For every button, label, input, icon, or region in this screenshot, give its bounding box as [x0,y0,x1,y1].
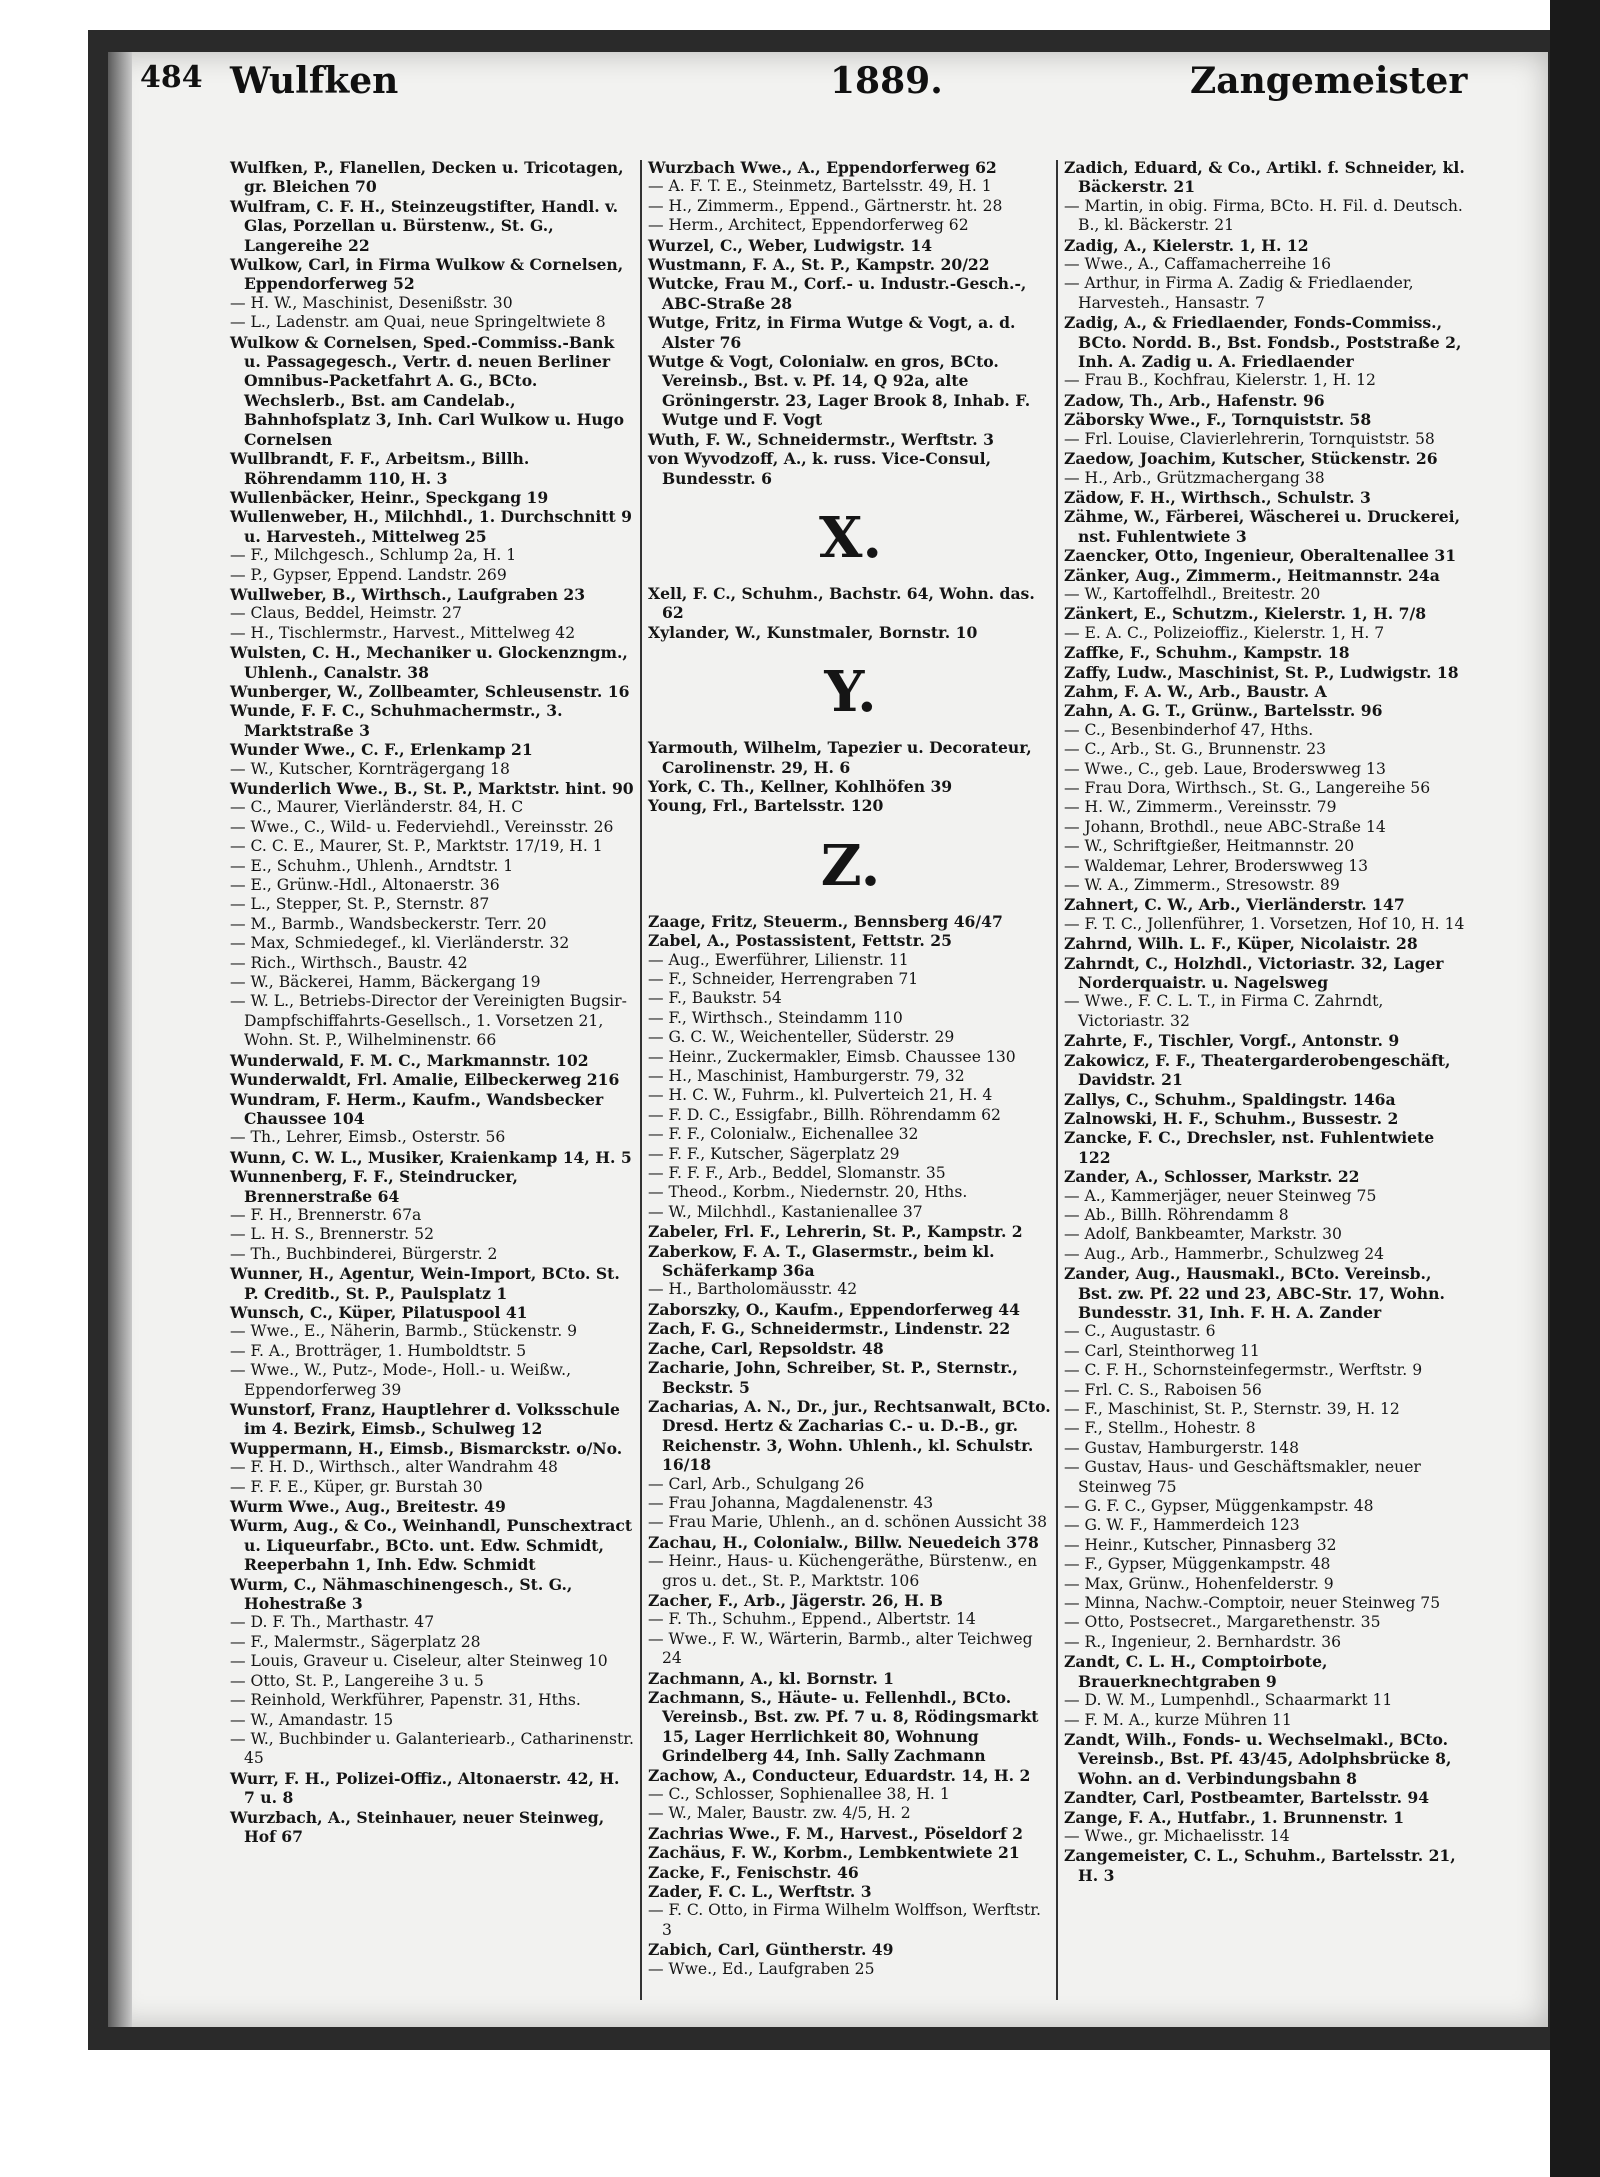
directory-entry: — Carl, Arb., Schulgang 26 [648,1474,865,1493]
directory-entry: Wulfram, C. F. H., Steinzeugstifter, Handl. v. Glas, Porzellan u. Bürstenw., St. G., Langereihe 22 [230,196,619,255]
directory-entry: — G. F. C., Gypser, Müggenkampstr. 48 [1064,1497,1374,1516]
directory-entry: — Max, Grünw., Hohenfelderstr. 9 [1064,1574,1334,1593]
directory-entry: — Louis, Graveur u. Ciseleur, alter Steinweg 10 [230,1652,608,1671]
directory-entry: — W., Schriftgießer, Heitmannstr. 20 [1064,837,1355,856]
directory-entry: — C., Maurer, Vierländerstr. 84, H. C [230,798,524,817]
directory-entry: Young, Frl., Bartelsstr. 120 [648,796,884,816]
directory-entry: Wutge, Fritz, in Firma Wutge & Vogt, a. d. Alster 76 [648,313,1016,352]
directory-entry: — F., Milchgesch., Schlump 2a, H. 1 [230,546,517,565]
directory-entry: Zacher, F., Arb., Jägerstr. 26, H. B [648,1590,943,1610]
directory-entry: Zahrnd, Wilh. L. F., Küper, Nicolaistr. 28 [1064,934,1418,954]
directory-entry: Wurr, F. H., Polizei-Offiz., Altonaerstr. 42, H. 7 u. 8 [230,1768,620,1808]
directory-entry: — Frau Johanna, Magdalenenstr. 43 [648,1493,934,1512]
directory-entry: — Gustav, Hamburgerstr. 148 [1064,1438,1300,1457]
directory-entry: York, C. Th., Kellner, Kohlhöfen 39 [648,776,953,796]
directory-entry: — F., Gypser, Müggenkampstr. 48 [1064,1555,1331,1574]
section-letter-x: X. [819,504,882,571]
directory-entry: — Max, Schmiedegef., kl. Vierländerstr. 32 [230,934,570,953]
directory-entry: Wunn, C. W. L., Musiker, Kraienkamp 14, H. 5 [230,1147,632,1167]
directory-entry: — H. W., Zimmerm., Vereinsstr. 79 [1064,798,1337,817]
directory-entry: — Wwe., C., geb. Laue, Broderswweg 13 [1064,759,1386,778]
directory-entry: Wunberger, W., Zollbeamter, Schleusenstr. 16 [230,681,630,701]
directory-entry: — Herm., Architect, Eppendorferweg 62 [648,216,969,235]
directory-entry: — Wwe., F. W., Wärterin, Barmb., alter Teichweg 24 [648,1629,1033,1668]
directory-entry: — Ab., Billh. Röhrendamm 8 [1064,1205,1289,1224]
directory-entry: Wulkow & Cornelsen, Sped.-Commiss.-Bank u. Passagegesch., Vertr. d. neuen Berliner Omnibus-Packetfahrt A. G., BCto. Wechslerb., Bst. am Candelab., Bahnhofsplatz 3, Inh. Carl Wulkow u. Hugo Cornelsen [230,332,624,449]
directory-entry: Zacharias, A. N., Dr., jur., Rechtsanwalt, BCto. Dresd. Hertz & Zacharias C.- u. D.-B., gr. Reichenstr. 3, Wohn. Uhlenh., kl. Schulstr. 16/18 [648,1396,1051,1475]
directory-entry: Wunstorf, Franz, Hauptlehrer d. Volksschule im 4. Bezirk, Eimsb., Schulweg 12 [230,1400,620,1439]
directory-entry: — Martin, in obig. Firma, BCto. H. Fil. d. Deutsch. B., kl. Bäckerstr. 21 [1064,196,1463,235]
column-rule [1056,160,1058,2000]
directory-entry: — F. H. D., Wirthsch., alter Wandrahm 48 [230,1458,558,1477]
left-column [230,158,635,1846]
directory-entry: — Frl. C. S., Raboisen 56 [1064,1380,1262,1399]
directory-entry: Wullbrandt, F. F., Arbeitsm., Billh. Röhrendamm 110, H. 3 [230,449,530,488]
directory-entry: Zäborsky Wwe., F., Tornquiststr. 58 [1064,410,1372,430]
directory-entry: — Wwe., W., Putz-, Mode-, Holl.- u. Weißw., Eppendorferweg 39 [230,1361,572,1399]
directory-entry: Zaborszky, O., Kaufm., Eppendorferweg 44 [648,1299,1021,1319]
right-column [1064,158,1469,1885]
header-right-keyword: Zangemeister [1190,60,1468,102]
directory-entry: Zadig, A., Kielerstr. 1, H. 12 [1064,235,1309,255]
directory-entry: Zander, A., Schlosser, Markstr. 22 [1064,1167,1360,1187]
directory-entry: — C. C. E., Maurer, St. P., Marktstr. 17/19, H. 1 [230,837,603,856]
directory-entry: — G. W. F., Hammerdeich 123 [1064,1516,1300,1535]
directory-entry: — Wwe., Ed., Laufgraben 25 [648,1959,875,1978]
directory-entry: — W., Kutscher, Kornträgergang 18 [230,759,510,778]
directory-entry: Zaffke, F., Schuhm., Kampstr. 18 [1064,643,1350,663]
directory-entry: — A. F. T. E., Steinmetz, Bartelsstr. 49, H. 1 [648,177,992,196]
directory-entry: — H., Zimmerm., Eppend., Gärtnerstr. ht. 28 [648,196,1003,215]
directory-entry: Wulfken, P., Flanellen, Decken u. Tricotagen, gr. Bleichen 70 [230,158,624,197]
header-left-keyword: Wulfken [230,60,399,102]
directory-entry: Wurm Wwe., Aug., Breitestr. 49 [230,1497,506,1517]
directory-entry: — F., Baukstr. 54 [648,989,782,1008]
directory-entry: Zachau, H., Colonialw., Billw. Neuedeich 378 [648,1532,1039,1552]
directory-entry: — W., Milchhdl., Kastanienallee 37 [648,1202,923,1221]
directory-entry: — F. C. Otto, in Firma Wilhelm Wolffson, Werftstr. 3 [648,1901,1041,1939]
directory-entry: Zancke, F. C., Drechsler, nst. Fuhlentwiete 122 [1064,1128,1435,1167]
directory-entry: — Adolf, Bankbeamter, Markstr. 30 [1064,1225,1342,1244]
directory-entry: — F. D. C., Essigfabr., Billh. Röhrendamm 62 [648,1105,1001,1124]
directory-entry: — F. H., Brennerstr. 67a [230,1205,422,1224]
directory-entry: Zander, Aug., Hausmakl., BCto. Vereinsb., Bst. zw. Pf. 22 und 23, ABC-Str. 17, Wohn. Bundesstr. 31, Inh. F. H. A. Zander [1064,1264,1445,1322]
directory-entry: — Waldemar, Lehrer, Broderswweg 13 [1064,856,1369,875]
directory-entry: — F. M. A., kurze Mühren 11 [1064,1710,1292,1729]
directory-entry: Zachrias Wwe., F. M., Harvest., Pöseldorf 2 [648,1823,1023,1843]
directory-entry: — F., Malermstr., Sägerplatz 28 [230,1632,481,1651]
page-gutter [108,52,132,2027]
directory-entry: — Aug., Arb., Hammerbr., Schulzweg 24 [1064,1244,1385,1263]
directory-entry: Wuth, F. W., Schneidermstr., Werftstr. 3 [648,429,994,449]
directory-entry: — Frl. Louise, Clavierlehrerin, Tornquiststr. 58 [1064,429,1435,448]
directory-entry: Zadow, Th., Arb., Hafenstr. 96 [1064,390,1325,410]
directory-entry: — H., Maschinist, Hamburgerstr. 79, 32 [648,1067,965,1085]
directory-entry: Zandt, Wilh., Fonds- u. Wechselmakl., BCto. Vereinsb., Bst. Pf. 43/45, Adolphsbrücke 8, Wohn. an d. Verbindungsbahn 8 [1064,1729,1452,1788]
directory-entry: — W., Buchbinder u. Galanteriearb., Catharinenstr. 45 [230,1729,634,1768]
directory-entry: — Arthur, in Firma A. Zadig & Friedlaender, Harvesteh., Hansastr. 7 [1064,274,1414,312]
directory-entry: Xell, F. C., Schuhm., Bachstr. 64, Wohn. das. 62 [648,583,1035,623]
directory-entry: Zabeler, Frl. F., Lehrerin, St. P., Kampstr. 2 [648,1222,1023,1242]
directory-entry: Zahn, A. G. T., Grünw., Bartelsstr. 96 [1064,701,1383,721]
directory-entry: — Otto, Postsecret., Margarethenstr. 35 [1064,1613,1381,1632]
directory-entry: — Reinhold, Werkführer, Papenstr. 31, Hths. [230,1691,581,1710]
directory-entry: Zandt, C. L. H., Comptoirbote, Brauerknechtgraben 9 [1064,1652,1328,1691]
directory-entry: Zachow, A., Conducteur, Eduardstr. 14, H. 2 [648,1765,1031,1785]
directory-entry: Wunderwald, F. M. C., Markmannstr. 102 [230,1050,589,1070]
directory-entry: — Frau Marie, Uhlenh., an d. schönen Aussicht 38 [648,1513,1048,1532]
directory-entry: Zahm, F. A. W., Arb., Baustr. A [1064,681,1327,701]
directory-entry: Zänkert, E., Schutzm., Kielerstr. 1, H. 7/8 [1064,604,1427,624]
w-entries [648,158,1053,488]
directory-entry: Zänker, Aug., Zimmerm., Heitmannstr. 24a [1064,565,1440,585]
directory-entry: Wunder Wwe., C. F., Erlenkamp 21 [230,740,533,760]
directory-entry: Zahrte, F., Tischler, Vorgf., Antonstr. 9 [1064,1031,1400,1051]
y-entries [648,738,1053,816]
directory-entry: — Carl, Steinthorweg 11 [1064,1341,1260,1360]
directory-entry: Zader, F. C. L., Werftstr. 3 [648,1882,872,1902]
directory-entry: — F., Wirthsch., Steindamm 110 [648,1008,903,1027]
directory-entry: — Rich., Wirthsch., Baustr. 42 [230,953,468,972]
scan-edge [1550,0,1600,2177]
directory-entry: — Heinr., Kutscher, Pinnasberg 32 [1064,1535,1337,1554]
directory-entry: — G. C. W., Weichenteller, Süderstr. 29 [648,1028,955,1047]
directory-entry: Zakowicz, F. F., Theatergarderobengeschäft, Davidstr. 21 [1064,1050,1451,1090]
directory-entry: — L., Stepper, St. P., Sternstr. 87 [230,895,490,914]
directory-entry: Wurm, Aug., & Co., Weinhandl, Punschextract u. Liqueurfabr., BCto. unt. Edw. Schmidt, Reeperbahn 1, Inh. Edw. Schmidt [230,1516,633,1575]
directory-entry: — H. W., Maschinist, Desenißstr. 30 [230,293,513,312]
directory-entry: — F., Maschinist, St. P., Sternstr. 39, H. 12 [1064,1400,1400,1418]
directory-entry: — W. L., Betriebs-Director der Vereinigten Bugsir-Dampfschiffahrts-Gesellsch., 1. Vorsetzen 21, Wohn. St. P., Wilhelminenstr. 66 [230,992,627,1050]
directory-entry: — F. A., Brotträger, 1. Humboldtstr. 5 [230,1341,527,1360]
directory-entry: — Heinr., Zuckermakler, Eimsb. Chaussee 130 [648,1047,1016,1066]
directory-entry: — C., Arb., St. G., Brunnenstr. 23 [1064,740,1327,759]
directory-entry: Zachmann, A., kl. Bornstr. 1 [648,1668,895,1688]
directory-entry: Zangemeister, C. L., Schuhm., Bartelsstr. 21, H. 3 [1064,1846,1456,1885]
x-entries [648,584,1053,642]
directory-entry: Wuppermann, H., Eimsb., Bismarckstr. o/No. [230,1438,623,1458]
directory-entry: Zange, F. A., Hutfabr., 1. Brunnenstr. 1 [1064,1807,1405,1827]
directory-entry: Wurm, C., Nähmaschinengesch., St. G., Hohestraße 3 [230,1574,573,1614]
directory-entry: — D. W. M., Lumpenhdl., Schaarmarkt 11 [1064,1691,1393,1710]
directory-entry: — F. F. E., Küper, gr. Burstah 30 [230,1477,483,1496]
directory-entry: — W. A., Zimmerm., Stresowstr. 89 [1064,876,1340,895]
directory-entry: — Frau B., Kochfrau, Kielerstr. 1, H. 12 [1064,371,1376,390]
directory-entry: — E., Schuhm., Uhlenh., Arndtstr. 1 [230,856,514,875]
directory-entry: Wundram, F. Herm., Kaufm., Wandsbecker Chaussee 104 [230,1089,604,1128]
directory-entry: — W., Bäckerei, Hamm, Bäckergang 19 [230,973,541,992]
directory-entry: — Wwe., A., Caffamacherreihe 16 [1064,255,1332,274]
directory-entry: von Wyvodzoff, A., k. russ. Vice-Consul, Bundesstr. 6 [648,449,992,488]
directory-entry: — A., Kammerjäger, neuer Steinweg 75 [1064,1186,1377,1205]
directory-entry: — F. T. C., Jollenführer, 1. Vorsetzen, Hof 10, H. 14 [1064,914,1465,933]
directory-entry: Zähme, W., Färberei, Wäscherei u. Druckerei, nst. Fuhlentwiete 3 [1064,507,1461,546]
directory-entry: Wutcke, Frau M., Corf.- u. Industr.-Gesch.-, ABC-Straße 28 [648,274,1027,313]
directory-entry: — H., Tischlermstr., Harvest., Mittelweg 42 [230,623,576,642]
directory-entry: Zaencker, Otto, Ingenieur, Oberaltenallee 31 [1064,546,1457,566]
directory-entry: Zallys, C., Schuhm., Spaldingstr. 146a [1064,1089,1396,1109]
directory-entry: Zachmann, S., Häute- u. Fellenhdl., BCto. Vereinsb., Bst. zw. Pf. 7 u. 8, Rödingsmarkt 15, Lager Herrlichkeit 80, Wohnung Grindelberg 44, Inh. Sally Zachmann [648,1688,1039,1766]
directory-entry: Zacke, F., Fenischstr. 46 [648,1862,859,1882]
directory-entry: Zalnowski, H. F., Schuhm., Bussestr. 2 [1064,1108,1399,1128]
directory-entry: — Theod., Korbm., Niedernstr. 20, Hths. [648,1183,968,1202]
directory-entry: — L., Ladenstr. am Quai, neue Springeltwiete 8 [230,313,606,332]
directory-entry: — C. F. H., Schornsteinfegermstr., Werftstr. 9 [1064,1361,1423,1380]
directory-entry: Zandter, Carl, Postbeamter, Bartelsstr. 94 [1064,1788,1430,1808]
directory-entry: Zadich, Eduard, & Co., Artikl. f. Schneider, kl. Bäckerstr. 21 [1064,158,1465,197]
section-letter-z: Z. [820,832,881,899]
directory-entry: Zachäus, F. W., Korbm., Lembkentwiete 21 [648,1843,1020,1863]
directory-entry: Wullenbäcker, Heinr., Speckgang 19 [230,487,549,507]
directory-entry: — Otto, St. P., Langereihe 3 u. 5 [230,1671,484,1690]
directory-entry: Zaffy, Ludw., Maschinist, St. P., Ludwigstr. 18 [1064,662,1459,682]
directory-entry: — Wwe., E., Näherin, Barmb., Stückenstr. 9 [230,1322,578,1341]
directory-entry: — Gustav, Haus- und Geschäftsmakler, neuer Steinweg 75 [1064,1458,1421,1496]
directory-entry: Yarmouth, Wilhelm, Tapezier u. Decorateur, Carolinenstr. 29, H. 6 [648,738,1032,777]
directory-entry: — Wwe., C., Wild- u. Federviehdl., Vereinsstr. 26 [230,817,614,836]
page-number: 484 [140,60,203,95]
directory-entry: Zahrndt, C., Holzhdl., Victoriastr. 32, Lager Norderquaistr. u. Nagelsweg [1064,953,1444,993]
directory-entry: — W., Kartoffelhdl., Breitestr. 20 [1064,584,1321,603]
directory-entry: — W., Maler, Baustr. zw. 4/5, H. 2 [648,1804,911,1823]
directory-entry: — L. H. S., Brennerstr. 52 [230,1225,435,1244]
directory-entry: Wunnenberg, F. F., Steindrucker, Brennerstraße 64 [230,1167,518,1206]
directory-entry: Wustmann, F. A., St. P., Kampstr. 20/22 [648,255,990,275]
directory-entry: — E. A. C., Polizeioffiz., Kielerstr. 1, H. 7 [1064,623,1385,642]
directory-entry: Zacharie, John, Schreiber, St. P., Sternstr., Beckstr. 5 [648,1358,1018,1397]
directory-entry: Zach, F. G., Schneidermstr., Lindenstr. 22 [648,1319,1011,1339]
header-year: 1889. [830,60,943,102]
directory-entry: Wurzel, C., Weber, Ludwigstr. 14 [648,235,933,255]
directory-entry: — Heinr., Haus- u. Küchengeräthe, Bürstenw., en gros u. det., St. P., Marktstr. 106 [648,1552,1038,1590]
directory-entry: — C., Augustastr. 6 [1064,1322,1216,1341]
directory-entry: Zaage, Fritz, Steuerm., Bennsberg 46/47 [648,911,1003,931]
directory-entry: Wunsch, C., Küper, Pilatuspool 41 [230,1302,528,1322]
directory-entry: — H., Arb., Grützmachergang 38 [1064,468,1325,487]
directory-entry: — H. C. W., Fuhrm., kl. Pulverteich 21, H. 4 [648,1086,993,1105]
directory-entry: Zabich, Carl, Güntherstr. 49 [648,1940,894,1960]
directory-entry: Wunde, F. F. C., Schuhmachermstr., 3. Marktstraße 3 [230,701,563,740]
directory-entry: Wulsten, C. H., Mechaniker u. Glockenzngm., Uhlenh., Canalstr. 38 [230,643,628,682]
directory-entry: — P., Gypser, Eppend. Landstr. 269 [230,565,507,584]
directory-entry: — F., Schneider, Herrengraben 71 [648,969,919,988]
directory-entry: Wullenweber, H., Milchhdl., 1. Durchschnitt 9 u. Harvesteh., Mittelweg 25 [230,507,633,546]
directory-entry: — Wwe., gr. Michaelisstr. 14 [1064,1826,1290,1845]
directory-entry: — D. F. Th., Marthastr. 47 [230,1613,435,1632]
directory-entry: — Johann, Brothdl., neue ABC-Straße 14 [1064,817,1386,836]
directory-entry: — H., Bartholomäusstr. 42 [648,1280,858,1299]
directory-entry: — R., Ingenieur, 2. Bernhardstr. 36 [1064,1632,1342,1651]
directory-entry: — Aug., Ewerführer, Lilienstr. 11 [648,950,909,969]
z-entries [648,912,1053,1979]
directory-entry: Zaedow, Joachim, Kutscher, Stückenstr. 26 [1064,449,1438,469]
directory-entry: Wurzbach, A., Steinhauer, neuer Steinweg, Hof 67 [230,1807,605,1846]
directory-entry: Wullweber, B., Wirthsch., Laufgraben 23 [230,584,586,604]
directory-entry: Wutge & Vogt, Colonialw. en gros, BCto. Vereinsb., Bst. v. Pf. 14, Q 92a, alte Gröningerstr. 23, Lager Brook 8, Inhab. F. Wutge und F. Vogt [648,352,1031,430]
directory-entry: — M., Barmb., Wandsbeckerstr. Terr. 20 [230,914,547,933]
directory-entry: — Wwe., F. C. L. T., in Firma C. Zahrndt, Victoriastr. 32 [1064,992,1384,1030]
directory-entry: — C., Besenbinderhof 47, Hths. [1064,720,1314,739]
middle-column [648,158,1053,1979]
directory-entry: Wunderlich Wwe., B., St. P., Marktstr. hint. 90 [230,779,634,798]
directory-entry: — F. F. F., Arb., Beddel, Slomanstr. 35 [648,1164,946,1183]
directory-entry: Wulkow, Carl, in Firma Wulkow & Cornelsen, Eppendorferweg 52 [230,255,624,294]
directory-entry: Wunderwaldt, Frl. Amalie, Eilbeckerweg 216 [230,1070,620,1090]
directory-entry: — Frau Dora, Wirthsch., St. G., Langereihe 56 [1064,779,1431,797]
directory-entry: — Claus, Beddel, Heimstr. 27 [230,604,462,623]
directory-entry: — F. F., Kutscher, Sägerplatz 29 [648,1144,900,1163]
directory-entry: Wunner, H., Agentur, Wein-Import, BCto. St. P. Creditb., St. P., Paulsplatz 1 [230,1264,620,1303]
directory-entry: Zabel, A., Postassistent, Fettstr. 25 [648,931,952,951]
directory-entry: Zadig, A., & Friedlaender, Fonds-Commiss., BCto. Nordd. B., Bst. Fondsb., Poststraße 2, Inh. A. Zadig u. A. Friedlaender [1064,313,1462,372]
section-letter-y: Y. [824,659,877,726]
directory-entry: — F. F., Colonialw., Eichenallee 32 [648,1125,919,1144]
directory-entry: — Th., Buchbinderei, Bürgerstr. 2 [230,1244,498,1263]
directory-entry: Zädow, F. H., Wirthsch., Schulstr. 3 [1064,487,1371,507]
directory-entry: Zaberkow, F. A. T., Glasermstr., beim kl. Schäferkamp 36a [648,1241,995,1281]
directory-entry: — F. Th., Schuhm., Eppend., Albertstr. 14 [648,1610,976,1629]
directory-entry: — E., Grünw.-Hdl., Altonaerstr. 36 [230,876,500,895]
directory-entry: Zache, Carl, Repsoldstr. 48 [648,1338,884,1358]
directory-entry: — C., Schlosser, Sophienallee 38, H. 1 [648,1785,950,1804]
directory-entry: — Minna, Nachw.-Comptoir, neuer Steinweg 75 [1064,1594,1441,1613]
directory-entry: Xylander, W., Kunstmaler, Bornstr. 10 [648,622,978,642]
directory-entry: — Th., Lehrer, Eimsb., Osterstr. 56 [230,1128,506,1147]
directory-entry: Zahnert, C. W., Arb., Vierländerstr. 147 [1064,895,1405,915]
column-rule [640,160,642,2000]
directory-entry: — W., Amandastr. 15 [230,1710,394,1729]
directory-entry: Wurzbach Wwe., A., Eppendorferweg 62 [648,158,997,177]
directory-entry: — F., Stellm., Hohestr. 8 [1064,1419,1256,1438]
